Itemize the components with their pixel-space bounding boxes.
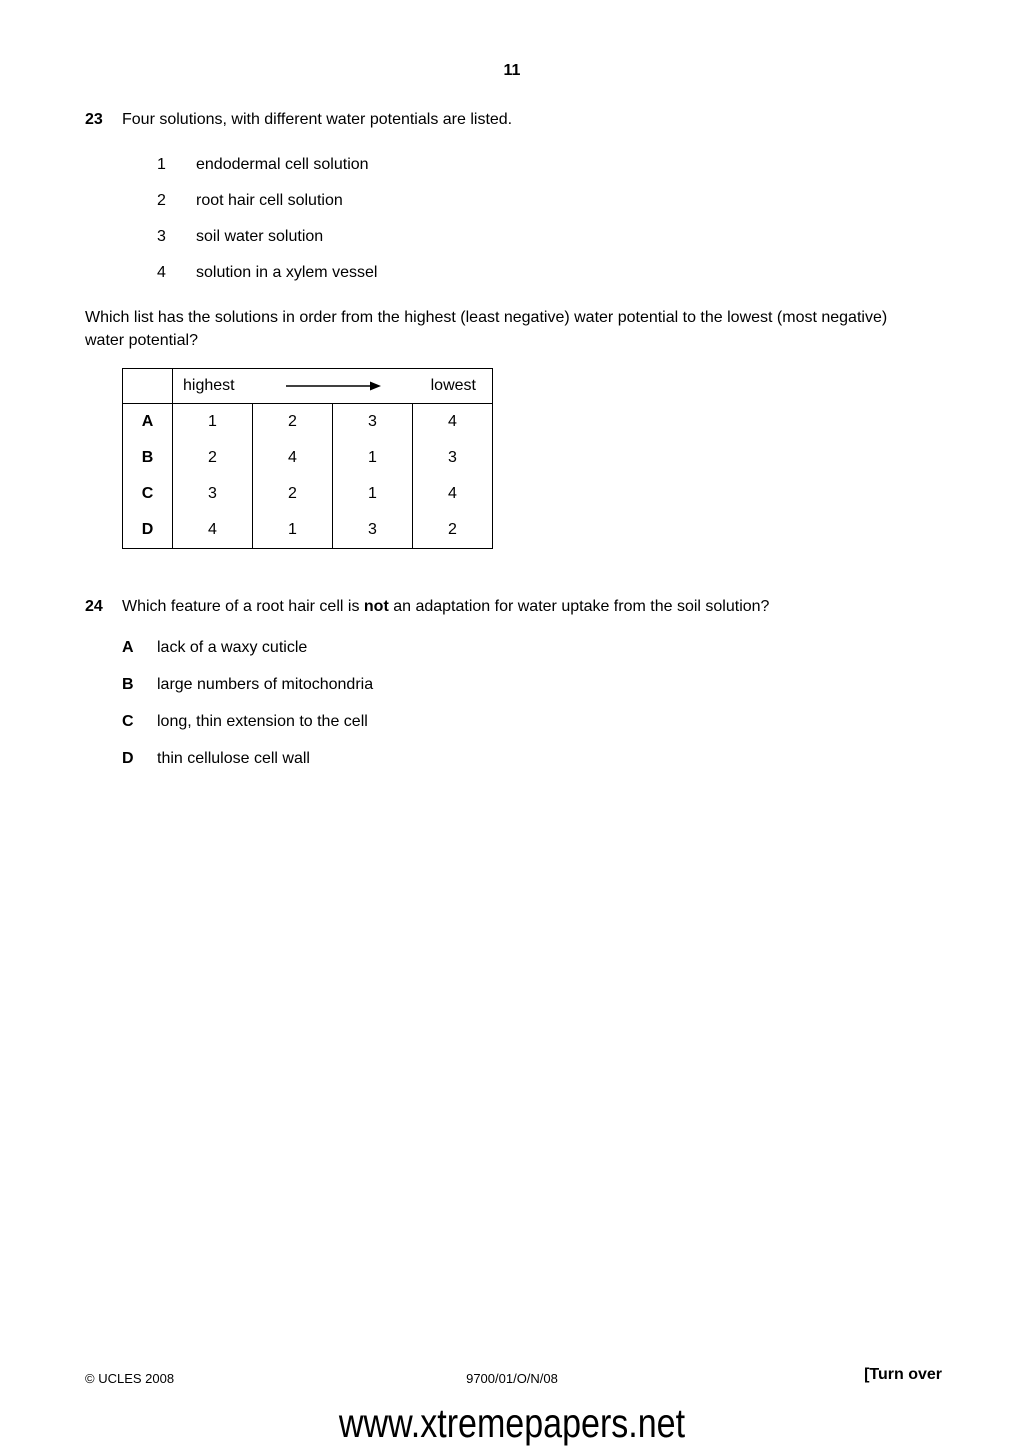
table-cell: 4 — [253, 440, 333, 476]
footer-copyright: © UCLES 2008 — [85, 1371, 175, 1386]
row-label: B — [141, 449, 154, 466]
watermark-url: www.xtremepapers.net — [338, 1400, 686, 1446]
question-23-prompt: Which list has the solutions in order from the highest (least negative) water potential to the lowest (most negative) water potential? — [85, 309, 888, 349]
arrow-right-icon — [285, 381, 381, 391]
footer-paper-code: 9700/01/O/N/08 — [466, 1371, 558, 1386]
question-23-number: 23 — [85, 111, 103, 128]
question-23-stem: Four solutions, with different water potentials are listed. — [122, 111, 513, 128]
table-cell: 4 — [173, 512, 253, 549]
answer-order-table — [122, 368, 493, 549]
table-cell: 1 — [333, 476, 413, 512]
question-23 — [85, 109, 945, 549]
option-d — [85, 748, 945, 770]
option-text: large numbers of mitochondria — [157, 676, 374, 693]
table-cell: 2 — [253, 476, 333, 512]
option-letter: C — [122, 713, 134, 730]
option-letter: A — [122, 639, 134, 656]
table-cell: 1 — [173, 404, 253, 441]
list-item-number: 2 — [157, 192, 166, 209]
option-text: long, thin extension to the cell — [157, 713, 368, 730]
option-letter: D — [122, 750, 134, 767]
question-23-stem-row — [85, 109, 945, 131]
table-header-row — [123, 369, 493, 404]
table-cell: 3 — [333, 404, 413, 441]
list-item — [85, 190, 945, 212]
table-cell: 2 — [413, 512, 493, 549]
list-item-text: endodermal cell solution — [196, 156, 369, 173]
option-c — [85, 711, 945, 733]
list-item — [85, 154, 945, 176]
table-cell: 3 — [173, 476, 253, 512]
list-item-number: 1 — [157, 156, 166, 173]
row-label: A — [141, 413, 154, 430]
table-cell: 2 — [173, 440, 253, 476]
table-row — [123, 512, 493, 549]
table-cell: 4 — [413, 476, 493, 512]
list-item-text: soil water solution — [196, 228, 324, 245]
table-header-highest: highest — [183, 377, 235, 394]
stem-text-before: Which feature of a root hair cell is — [122, 598, 364, 615]
list-item-number: 4 — [157, 264, 166, 281]
page-number: 11 — [503, 62, 521, 79]
list-item-number: 3 — [157, 228, 166, 245]
table-row — [123, 404, 493, 441]
stem-text-after: an adaptation for water uptake from the soil solution? — [388, 598, 770, 615]
option-b — [85, 674, 945, 696]
table-cell: 1 — [333, 440, 413, 476]
table-cell: 1 — [253, 512, 333, 549]
table-row — [123, 476, 493, 512]
list-item-text: root hair cell solution — [196, 192, 343, 209]
table-cell: 2 — [253, 404, 333, 441]
list-item-text: solution in a xylem vessel — [196, 264, 378, 281]
option-text: lack of a waxy cuticle — [157, 639, 308, 656]
list-item — [85, 226, 945, 248]
question-24-stem-row — [85, 596, 945, 618]
option-letter: B — [122, 676, 134, 693]
table-cell: 3 — [413, 440, 493, 476]
table-cell: 3 — [333, 512, 413, 549]
footer-turn-over: [Turn over — [864, 1366, 942, 1383]
table-header-cell — [173, 369, 493, 404]
question-24-stem — [122, 598, 769, 615]
table-header-lowest: lowest — [430, 377, 476, 394]
stem-text-bold: not — [363, 598, 389, 615]
row-label: D — [141, 521, 154, 538]
table-row — [123, 440, 493, 476]
table-corner-cell — [123, 369, 173, 404]
question-24 — [85, 596, 945, 770]
question-24-number: 24 — [85, 598, 103, 615]
option-a — [85, 637, 945, 659]
list-item — [85, 262, 945, 284]
row-label: C — [141, 485, 154, 502]
table-cell: 4 — [413, 404, 493, 441]
option-text: thin cellulose cell wall — [157, 750, 310, 767]
